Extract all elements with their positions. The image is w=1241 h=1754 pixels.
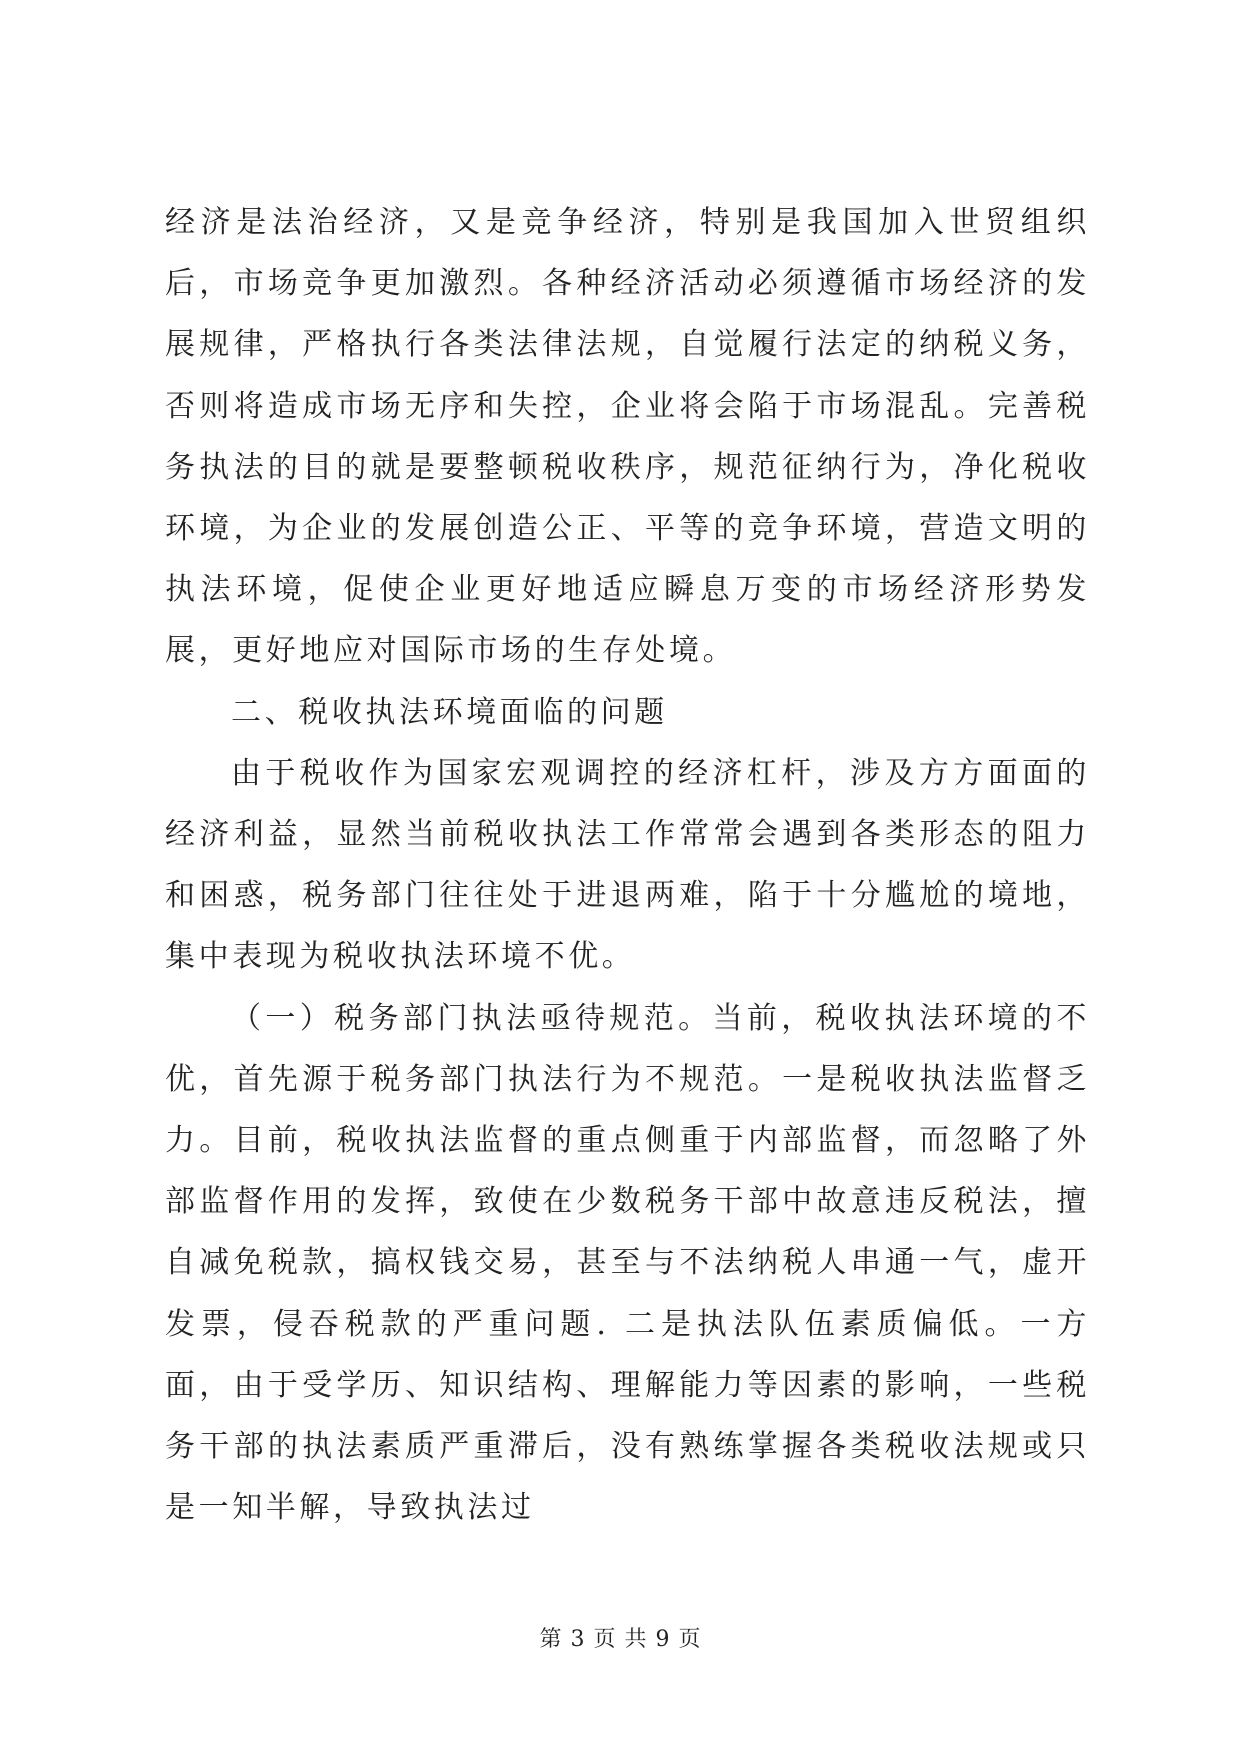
section-heading: 二、税收执法环境面临的问题 xyxy=(231,694,668,730)
body-paragraph: 由于税收作为国家宏观调控的经济杠杆，涉及方方面面的经济利益，显然当前税收执法工作常常会遇到各类形态的阻力和困惑，税务部门往往处于进退两难，陷于十分尴尬的境地，集中表现为税收执法环境不优。 xyxy=(165,755,1090,975)
page-number-label: 第 3 页 共 9 页 xyxy=(539,1627,702,1652)
document-body xyxy=(165,192,1090,1538)
body-paragraph: （一）税务部门执法亟待规范。当前，税收执法环境的不优，首先源于税务部门执法行为不规范。一是税收执法监督乏力。目前，税收执法监督的重点侧重于内部监督，而忽略了外部监督作用的发挥，致使在少数税务干部中故意违反税法，擅自减免税款，搞权钱交易，甚至与不法纳税人串通一气，虚开发票，侵吞税款的严重问题. 二是执法队伍素质偏低。一方面，由于受学历、知识结构、理解能力等因素的影响，一些税务干部的执法素质严重滞后，没有熟练掌握各类税收法规或只是一知半解，导致执法过 xyxy=(165,1000,1090,1526)
page-footer xyxy=(0,1622,1241,1653)
body-paragraph-continuation: 经济是法治经济，又是竞争经济，特别是我国加入世贸组织后，市场竞争更加激烈。各种经济活动必须遵循市场经济的发展规律，严格执行各类法律法规，自觉履行法定的纳税义务，否则将造成市场无序和失控，企业将会陷于市场混乱。完善税务执法的目的就是要整顿税收秩序，规范征纳行为，净化税收环境，为企业的发展创造公正、平等的竞争环境，营造文明的执法环境，促使企业更好地适应瞬息万变的市场经济形势发展，更好地应对国际市场的生存处境。 xyxy=(165,205,1090,669)
